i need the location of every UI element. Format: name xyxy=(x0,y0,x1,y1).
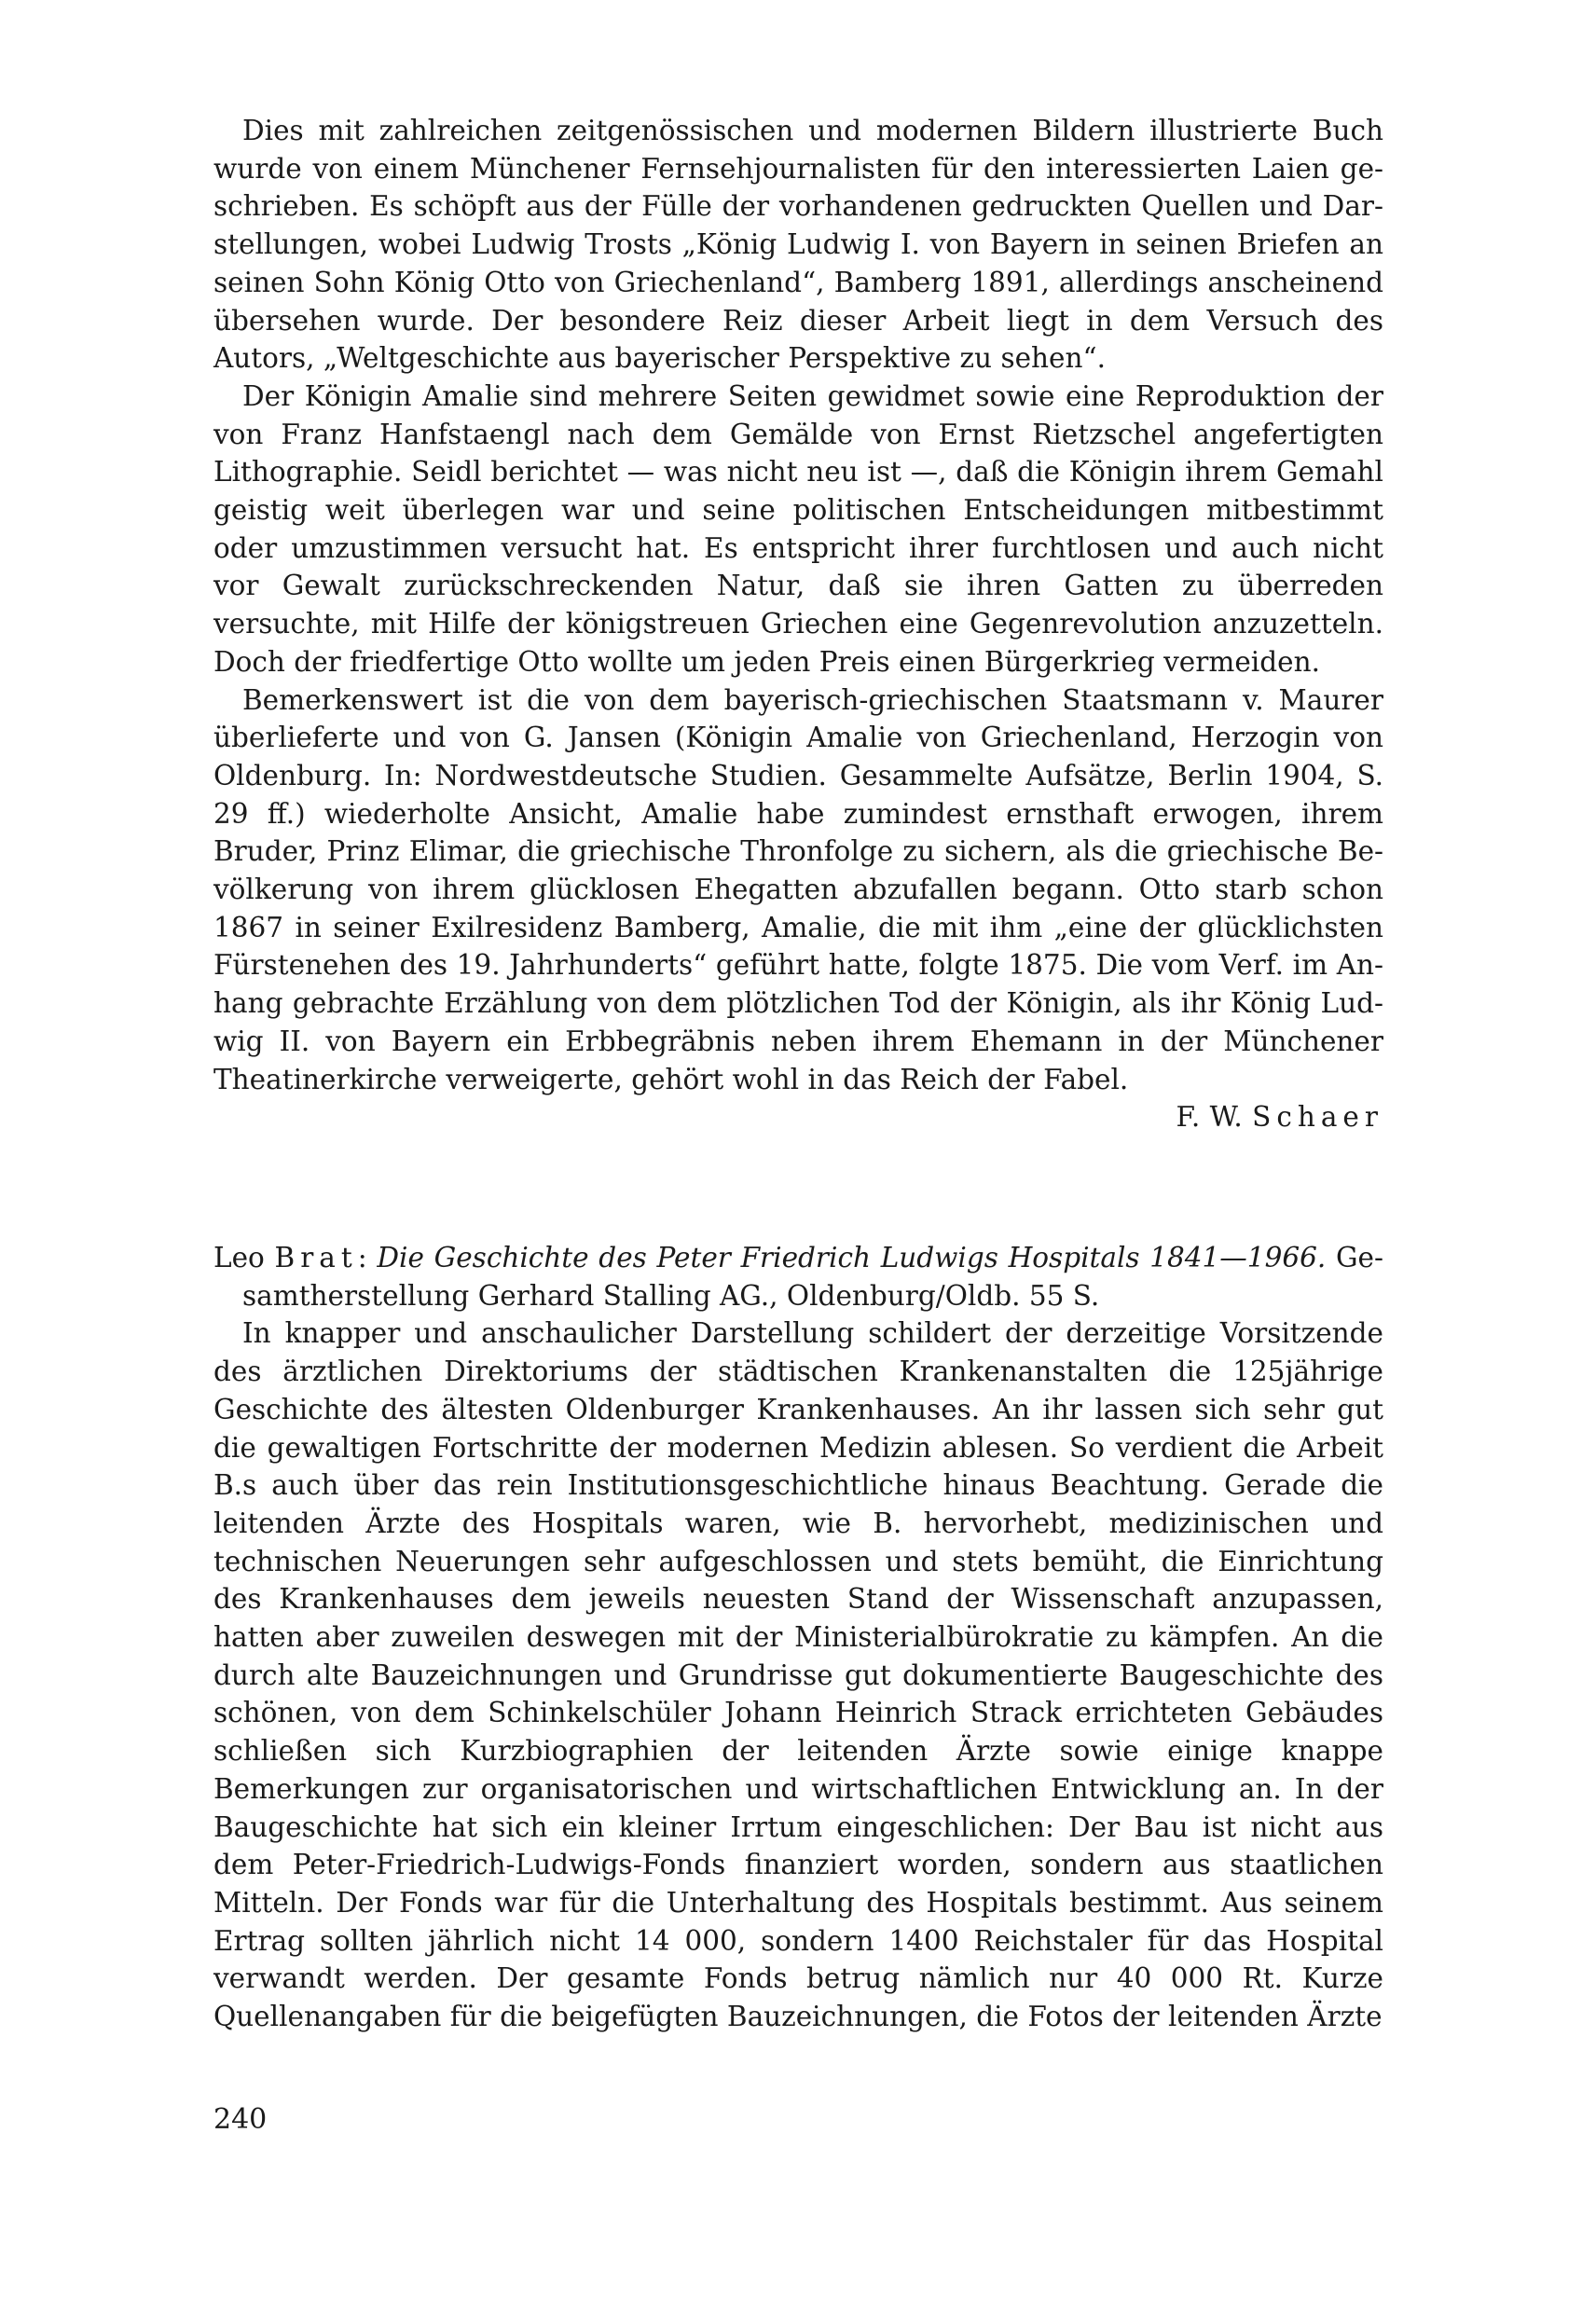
page-body xyxy=(213,112,1383,2036)
citation-separator: : xyxy=(357,1241,367,1273)
review1-paragraph-1: Dies mit zahlreichen zeitgenössischen und modernen Bildern illustrierte Buch wurde von einem Münchener Fernsehjournalisten für den interessierten Laien geschrieben. Es schöpft aus der Fülle der vorhandenen gedruckten Quellen und Darstellungen, wobei Ludwig Trosts „König Ludwig I. von Bayern in seinen Briefen an seinen Sohn König Otto von Griechenland“, Bamberg 1891, allerdings anscheinend übersehen wurde. Der besondere Reiz dieser Arbeit liegt in dem Versuch des Autors, „Weltgeschichte aus bayerischer Perspektive zu sehen“. xyxy=(213,115,1383,375)
review1-paragraph-2: Der Königin Amalie sind mehrere Seiten gewidmet sowie eine Reproduktion der von Franz Hanfstaengl nach dem Gemälde von Ernst Rietzschel angefertigten Lithographie. Seidl berichtet — was nicht neu ist —, daß die Königin ihrem Gemahl geistig weit überlegen war und seine politischen Entscheidungen mitbestimmt oder umzustimmen versucht hat. Es entspricht ihrer furchtlosen und auch nicht vor Gewalt zurückschreckenden Natur, daß sie ihren Gatten zu überreden versuchte, mit Hilfe der königstreuen Griechen eine Gegenrevolution anzuzetteln. Doch der friedfertige Otto wollte um jeden Preis einen Bürgerkrieg vermeiden. xyxy=(213,379,1383,678)
citation-author-surname: Brat xyxy=(274,1241,358,1273)
signature-name: Schaer xyxy=(1252,1101,1383,1134)
review1-paragraph-3: Bemerkenswert ist die von dem bayerisch-griechischen Staatsmann v. Maurer überlieferte und von G. Jansen (Königin Amalie von Griechenland, Herzogin von Oldenburg. In: Nordwestdeutsche Studien. Gesammelte Aufsätze, Berlin 1904, S. 29 ff.) wiederholte Ansicht, Amalie habe zumindest ernsthaft erwogen, ihrem Bruder, Prinz Elimar, die griechische Thronfolge zu sichern, als die griechische Bevölkerung von ihrem glücklosen Ehegatten abzufallen begann. Otto starb schon 1867 in seiner Exilresidenz Bamberg, Amalie, die mit ihm „eine der glücklichsten Fürstenehen des 19. Jahrhunderts“ geführt hatte, folgte 1875. Die vom Verf. im Anhang gebrachte Erzählung von dem plötzlichen Tod der Königin, als ihr König Ludwig II. von Bayern ein Erbbegräbnis neben ihrem Ehemann in der Münchener Theatinerkirche verweigerte, gehört wohl in das Reich der Fabel. xyxy=(213,683,1383,1095)
review-seidl xyxy=(213,112,1383,1136)
page-number: 240 xyxy=(213,2103,268,2136)
citation-author-first: Leo xyxy=(213,1241,265,1273)
review-brat xyxy=(213,1239,1383,2036)
review2-paragraph-1: In knapper und anschaulicher Darstellung schildert der derzeitige Vorsitzende des ärztlichen Direktoriums der städtischen Krankenanstalten die 125jährige Geschichte des ältesten Oldenburger Krankenhauses. An ihr lassen sich sehr gut die gewaltigen Fortschritte der modernen Medizin ablesen. So verdient die Arbeit B.s auch über das rein Institutionsgeschichtliche hinaus Beachtung. Gerade die leitenden Ärzte des Hospitals waren, wie B. hervorhebt, medizinischen und technischen Neuerungen sehr aufgeschlossen und stets bemüht, die Einrichtung des Krankenhauses dem jeweils neuesten Stand der Wissenschaft anzupassen, hatten aber zuweilen deswegen mit der Ministerialbürokratie zu kämpfen. An die durch alte Bauzeichnungen und Grundrisse gut dokumentierte Baugeschichte des schönen, von dem Schinkelschüler Johann Heinrich Strack errichteten Gebäudes schließen sich Kurzbiographien der leitenden Ärzte sowie einige knappe Bemerkungen zur organisatorischen und wirtschaftlichen Entwicklung an. In der Baugeschichte hat sich ein kleiner Irrtum eingeschlichen: Der Bau ist nicht aus dem Peter-Friedrich-Ludwigs-Fonds finanziert worden, sondern aus staatlichen Mitteln. Der Fonds war für die Unterhaltung des Hospitals bestimmt. Aus seinem Ertrag sollten jährlich nicht 14 000, sondern 1400 Reichstaler für das Hospital verwandt werden. Der gesamte Fonds betrug nämlich nur 40 000 Rt. Kurze Quellenangaben für die beigefügten Bauzeichnungen, die Fotos der leitenden Ärzte xyxy=(213,1317,1383,2033)
review2-citation xyxy=(213,1239,1383,1314)
citation-title: Die Geschichte des Peter Friedrich Ludwigs Hospitals 1841—1966. xyxy=(377,1241,1327,1273)
citation-details: Gesamtherstellung Gerhard Stalling AG., Oldenburg/Oldb. 55 S. xyxy=(242,1241,1383,1312)
review1-signature xyxy=(213,1098,1383,1136)
signature-initials: F. W. xyxy=(1176,1101,1244,1134)
